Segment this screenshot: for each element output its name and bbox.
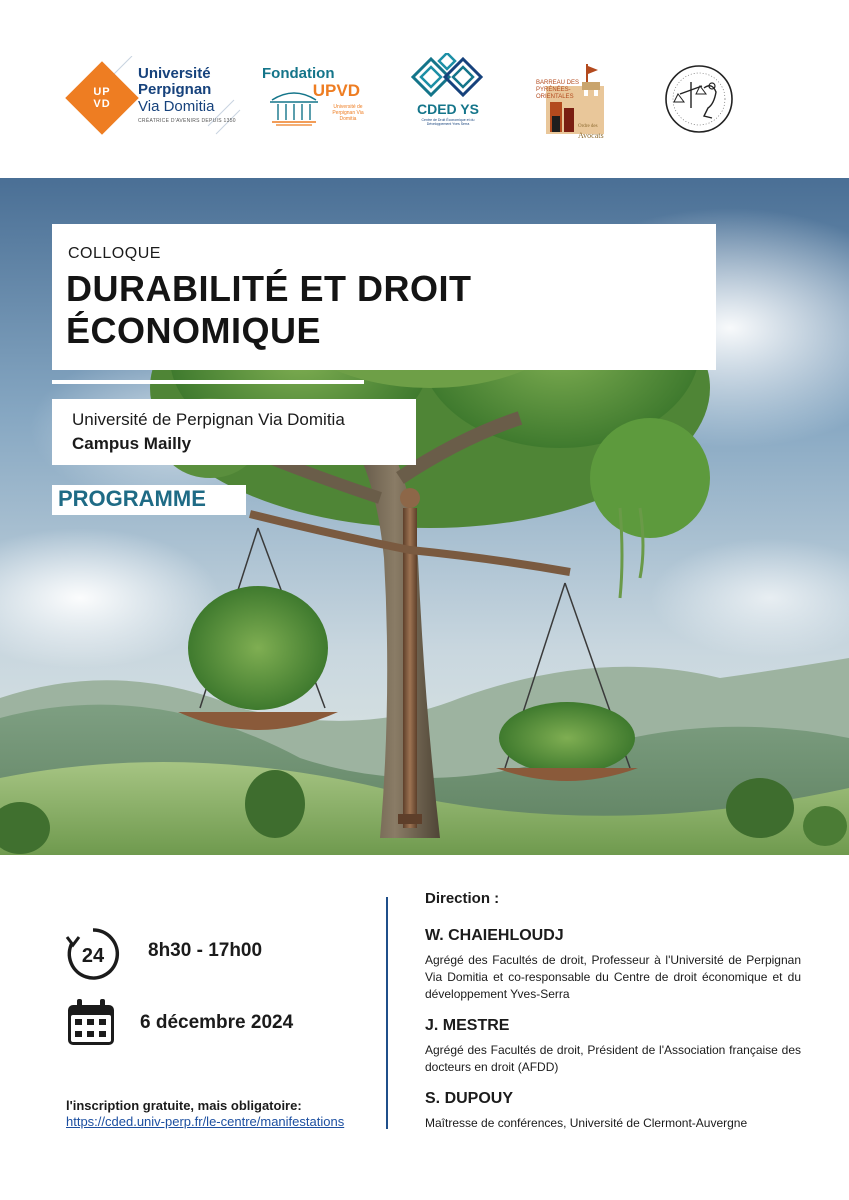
temple-icon	[266, 88, 322, 128]
title-rule	[52, 380, 364, 384]
clock-24-label: 24	[81, 945, 105, 967]
upvd-wordmark: Université Perpignan Via Domitia CRÉATRICE D'AVENIRS DEPUIS 1350	[138, 65, 236, 124]
clock-24-icon	[64, 925, 122, 983]
event-time: 8h30 - 17h00	[148, 940, 263, 961]
director-role: Agrégé des Facultés de droit, Professeur à l'Université de Perpignan Via Domitia et co-responsable du Centre de droit économique et du développement Yves-Serra	[425, 953, 801, 1001]
venue-panel	[52, 399, 416, 465]
barreau-title: BARREAU DES PYRÉNÉES- ORIENTALES	[536, 80, 580, 100]
director-name: W. CHAIEHLOUDJ	[425, 927, 564, 944]
director-entry	[425, 1089, 801, 1132]
vertical-divider	[386, 897, 388, 1129]
event-kicker: COLLOQUE	[68, 245, 161, 262]
justice-seal-icon	[664, 64, 734, 134]
upvd-mark: UP VD	[93, 86, 111, 110]
director-name: S. DUPOUY	[425, 1090, 514, 1107]
direction-heading: Direction :	[425, 890, 500, 907]
director-entry	[425, 1016, 801, 1076]
registration-link[interactable]: https://cded.univ-perp.fr/le-centre/manifestations	[66, 1114, 345, 1129]
event-title: DURABILITÉ ET DROIT ÉCONOMIQUE	[66, 268, 472, 351]
venue-campus: Campus Mailly	[72, 434, 192, 453]
programme-label: PROGRAMME	[58, 486, 206, 511]
director-role: Agrégé des Facultés de droit, Président de l'Association française des docteurs en droit (AFDD)	[425, 1043, 801, 1074]
calendar-icon	[66, 997, 116, 1047]
director-name: J. MESTRE	[425, 1017, 510, 1034]
logo-bar: UP VD Université Perpignan Via Domitia CRÉATRICE D'AVENIRS DEPUIS 1350 Fondation UPVD Université de Perpignan Via Domitia CDED YS Centre de Droit Économique et du Développement Yves Serra BARREAU DES PYRÉNÉES- ORIENTALES Ordre des Avocats	[0, 0, 849, 178]
registration-label: l'inscription gratuite, mais obligatoire:	[66, 1098, 302, 1113]
event-date: 6 décembre 2024	[140, 1012, 294, 1033]
venue-university: Université de Perpignan Via Domitia	[72, 410, 345, 429]
director-entry	[425, 926, 801, 1003]
barreau-subtitle: Ordre des Avocats	[578, 124, 604, 140]
director-role: Maîtresse de conférences, Université de Clermont-Auvergne	[425, 1116, 748, 1130]
fondation-wordmark: Fondation UPVD	[262, 65, 360, 100]
cded-mark-icon	[411, 53, 485, 103]
